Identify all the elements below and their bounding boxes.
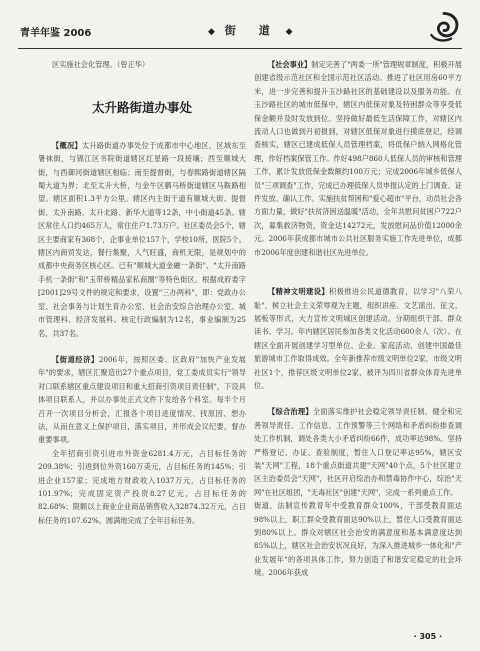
community-tag: 【社会事业】 bbox=[268, 60, 312, 69]
security-paragraph-2: 街道，法制宣传教育年中受教育群众100%，干部受教育面达98%以上，职工群众受教育面达90%以上，暂住人口受教育面达到80%以上。群众对辖区社会治安的满意度和基本满意度达到85%以上，辖区社会治安状况良好，为深入推进城乡一体化和"产业发展年"的各项具体工作，努力创造了和谐安定稳定的社会环境。2006年获成 bbox=[254, 501, 462, 578]
security-tag: 【综合治理】 bbox=[268, 407, 313, 417]
page-number: · 305 · bbox=[413, 632, 442, 641]
left-column bbox=[38, 58, 246, 527]
swirl-logo-icon bbox=[426, 8, 462, 44]
overview-tag: 【概况】 bbox=[52, 140, 82, 150]
overview-paragraph bbox=[38, 139, 246, 340]
community-paragraph bbox=[254, 58, 462, 259]
street-economy-paragraph bbox=[38, 353, 246, 447]
security-paragraph bbox=[254, 405, 462, 499]
diamond-icon: ◆ bbox=[208, 27, 215, 37]
community-text: 制定完善了"两委一所"管理规章制度，积极开展创建省级示范社区和全国示范社区活动。推进了社区用房60平方米，进一步完善和提升玉沙路社区的基础建设以及服务功能。在玉沙路社区的城市低保中，辖区内低保对象及特困群众等享受低保金额并及时发放到位。坚持做好最低生活保障工作，对辖区内流动人口也做到月初报到，对辖区低保对象进行摸底登记，经调查核实，辖区已建成低保人员管理档案，将低保户纳入网格化管理，作好档案保管工作。作好498户860人低保人员的审核和管理工作，累计发放低保金数额约100万元；完成2006年城乡低保人员"三项调查"工作，完成已办理低保人员申报认定的上门调查、证件发放、确认工作。实施扶贫帮困和"爱心超市"平台，动员社会各方面力量，做好"扶贫济困送温暖"活动，全年共慰问贫困户722户次，募集救济物资，资金达14272元，发放慰问品价值12000余元。2006年获成都市城市公共社区服务实施工作先进单位，成都市2006年度创建和谐社区先进单位。 bbox=[254, 60, 462, 257]
page-header bbox=[18, 8, 462, 52]
right-column bbox=[254, 58, 462, 580]
diamond-icon: ◆ bbox=[285, 27, 293, 37]
section-title-text: 街 道 bbox=[224, 24, 276, 37]
overview-text: 太升路街道办事处位于成都市中心地区，区域东至暑袜街，与锦江区书院街道辖区红星路一段接壤；西至顺城大街，与西御河街道辖区相临；南至提督街，与春熙路街道辖区隔蜀大道为界；北至太升大桥，与金牛区驷马桥街道辖区马鞍路相望。辖区面积1.3平方公里。辖区内主街干道有顺城大街、提督街、太升南路、太升北路、新华大道等12条，中小街道45条。辖区常住人口约465万人，常住住户1.73万户。社区委员会5个，辖区主要商家有368个，企事业单位157个，学校10所，医院5个。辖区内商贸发达，餐行集聚，人气旺盛，商机无限，是规划中的成都中央商务区核心区。已有"顺城大道金融一条街"、"太升南路手机一条街"和"玉带桥精品家私商圈"等特色街区。根据成府委字[2001]29号文件的规定和要求，设置"三办两科"，即：党政办公室、社会事务与计划生育办公室、社会治安综合治理办公室、城市管理科、经济发展科。核定行政编制为12名，事业编制为25名，共37名。 bbox=[38, 140, 246, 338]
security-text: 全面落实维护社会稳定领导责任制，健全和完善领导责任、工作信息、工作预警等三个网络和矛盾纠纷排查调处工作机制，调处各类大小矛盾纠纷66件，成功率达98%。坚持严格登记、办证、查验制度，暂住人口登记率达95%，辖区安装"天网"工程，18个重点街道共建"天网"40个点，5个社区建立区主治委员会"天网"，社区开启综治办和禁毒协作中心，综治"天网"在社区组团，"无毒社区"创建"天网"，完成一系列重点工作。 bbox=[254, 407, 462, 497]
intro-text: 区实施社会化管理。（曾正华） bbox=[52, 60, 150, 69]
section-title bbox=[208, 22, 293, 38]
header-rule bbox=[18, 48, 462, 49]
article-title: 太升路街道办事处 bbox=[91, 100, 192, 116]
culture-paragraph bbox=[254, 285, 462, 392]
street-economy-paragraph-2: 全年招商引资引进市外资金6281.4万元，占目标任务的209.38%；引进到位外资160万美元，占目标任务的145%；引进企业157家；完成地方财政收入1037万元，占目标任务的101.97%；完成固定资产投资8.27亿元，占目标任务的82.68%；限额以上商业企业商品销售收入32874.32万元，占目标任务的107.62%。圆满地完成了全年目标任务。 bbox=[38, 448, 246, 525]
yearbook-title: 青羊年鉴 2006 bbox=[20, 28, 92, 39]
culture-text: 积极推进公民道德教育，以学习"八荣八耻"，树立社会主义荣辱观为主题，组织讲座、文艺演出、征文、展板等形式，大力宣传文明城区创建活动。分期组织干部、群众读书、学习。年内辖区居民参加各类文化活动600余人（次）。在辖区全面开展创建学习型单位、企业、家庭活动，创建中国最佳旅游城市工作取得成效。全年新推荐市级文明单位2家，市级文明社区1个，推荐区级文明单位2家，被评为四川省群众体育先进单位。 bbox=[254, 287, 462, 390]
street-economy-tag: 【街道经济】 bbox=[52, 354, 99, 364]
culture-tag: 【精神文明建设】 bbox=[268, 287, 330, 297]
street-economy-text: 2006年，按照区委、区政府"加快产业发展年"的要求，辖区汇聚造出27个重点项目，党工委成员实行"领导对口联系辖区重点建设项目和重大招商引资项目责任制"，下设具体项目联系人，并以办事处正式文件下发给各个科室。每半个月召开一次项目分析会，汇报各个项目进度情况、找原因、想办法，从而在意义上保护项目，落实项目，并形成会议纪要，督办重要事项。 bbox=[38, 354, 246, 445]
